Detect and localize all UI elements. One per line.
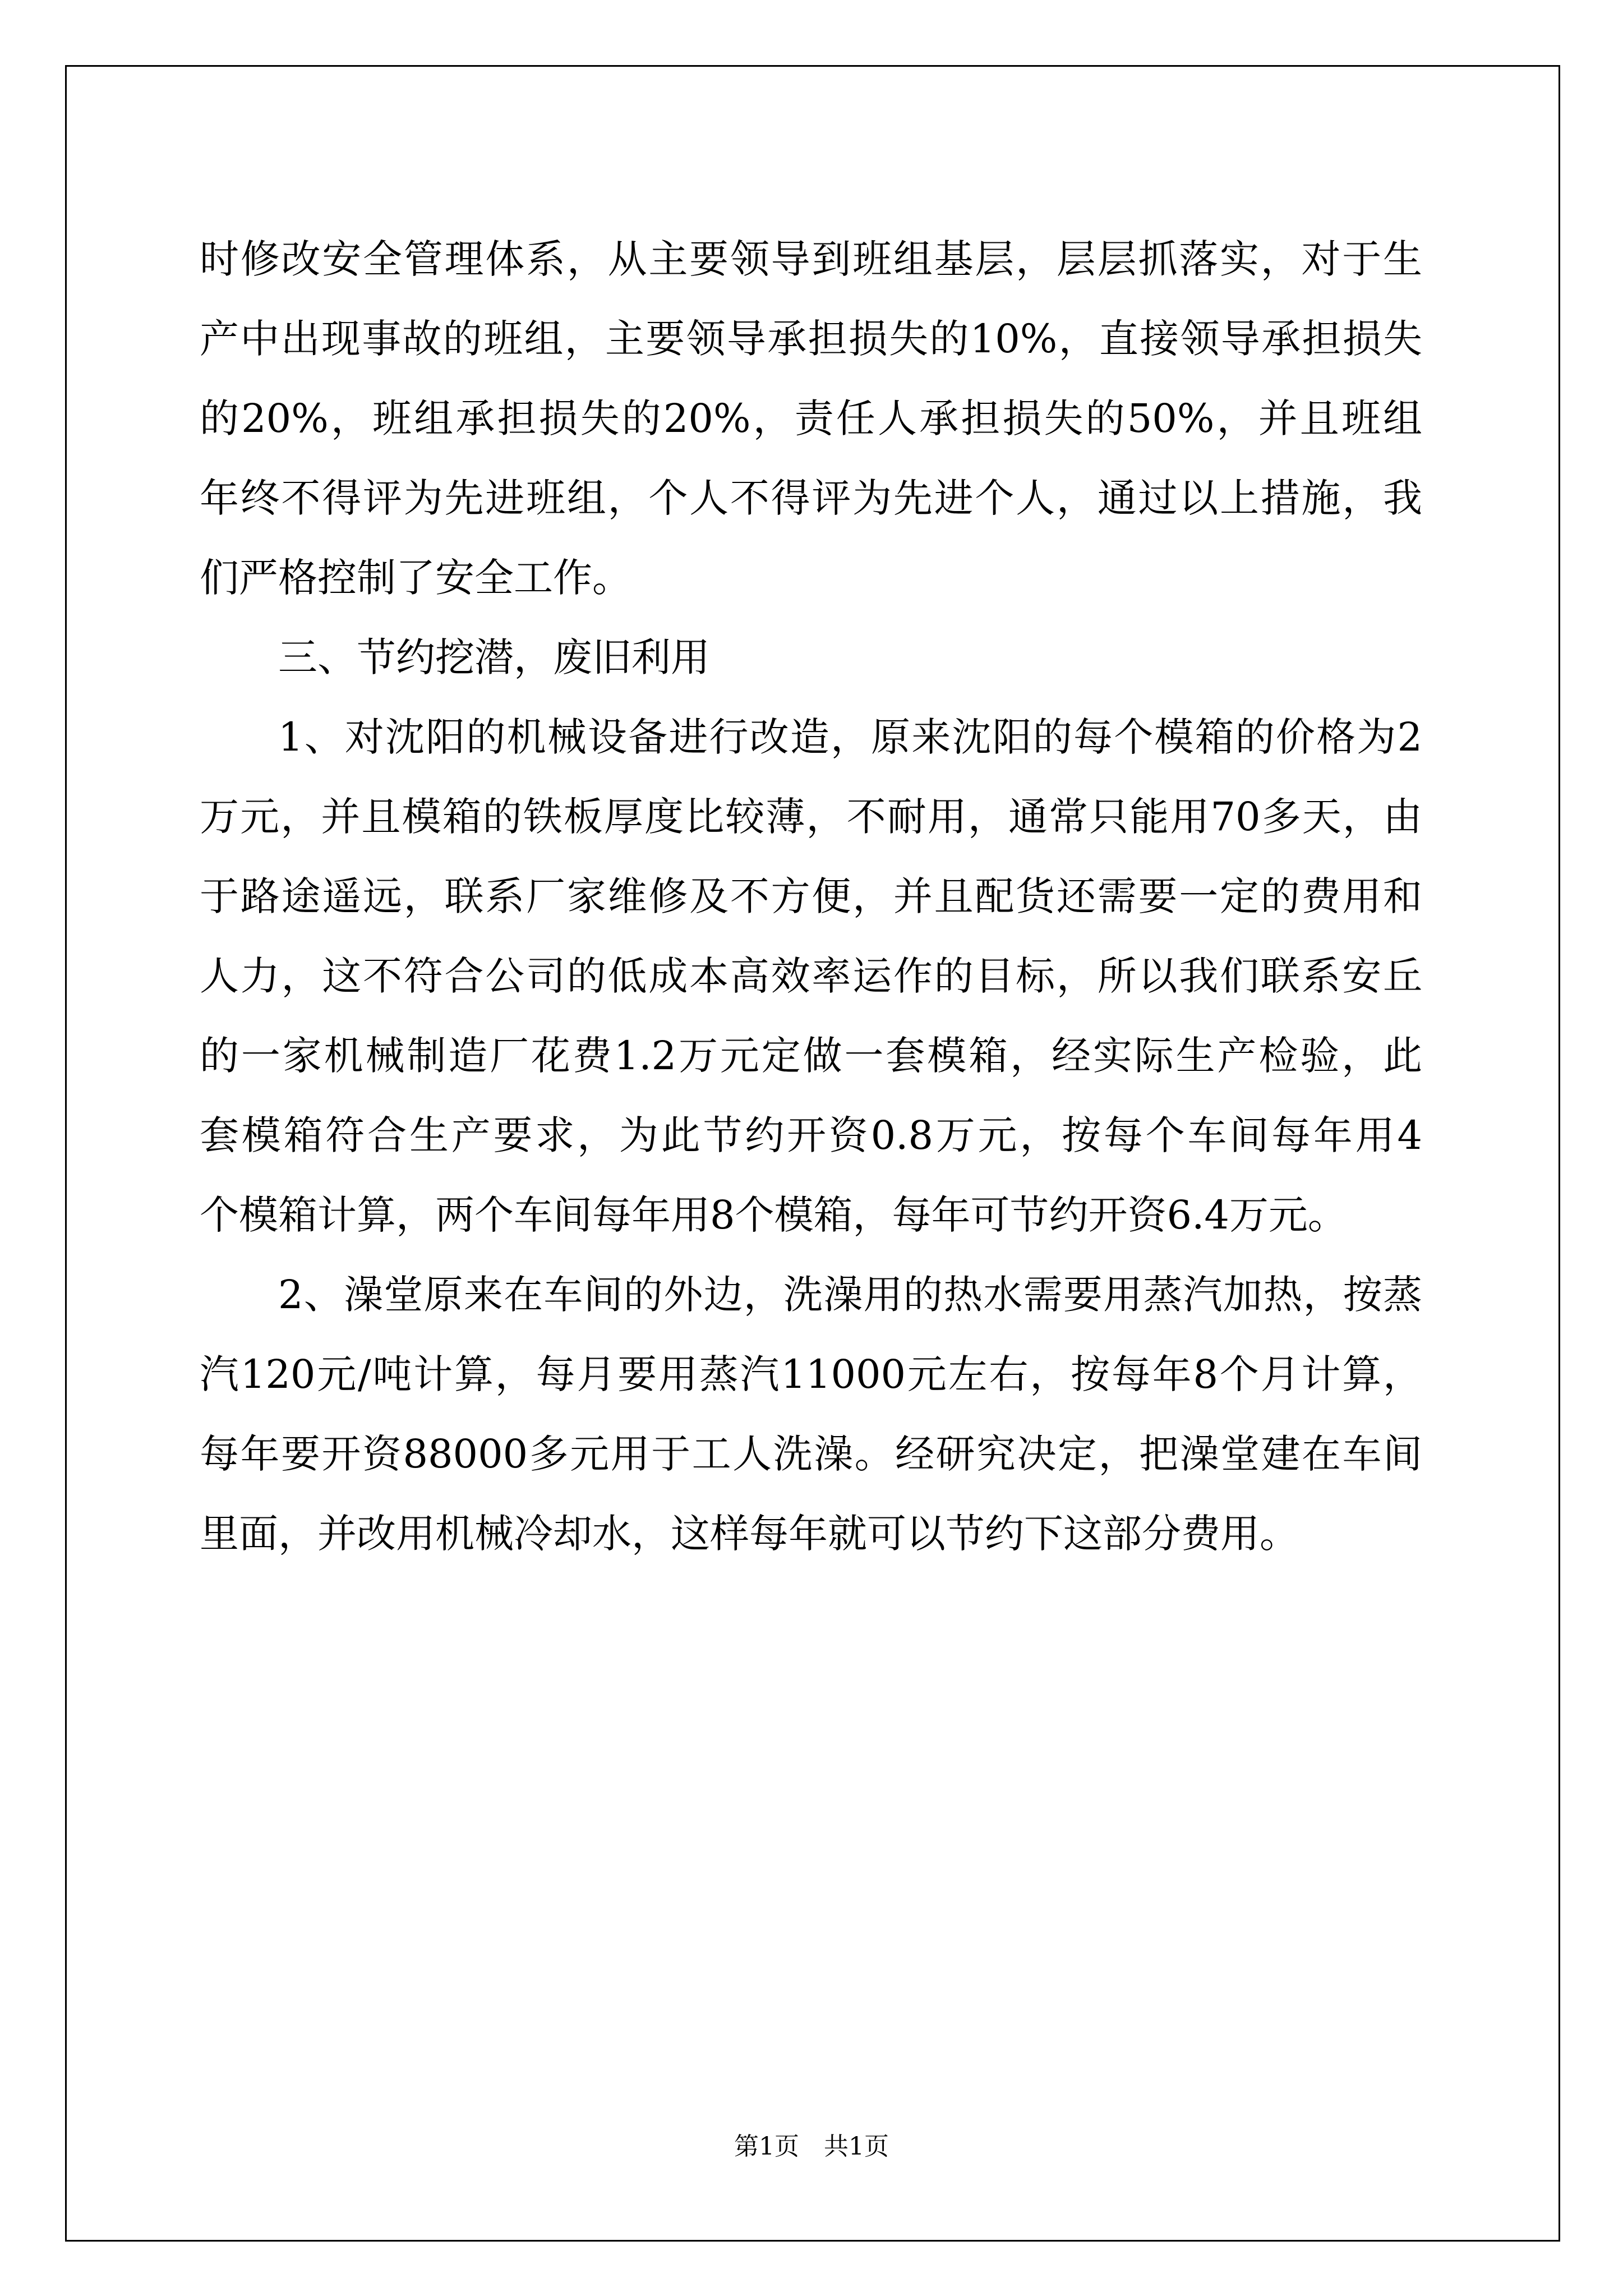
text-line: 的20%，班组承担损失的20%，责任人承担损失的50%，并且班组 xyxy=(200,395,1422,441)
text-line: 2、澡堂原来在车间的外边，洗澡用的热水需要用蒸汽加热，按蒸 xyxy=(278,1272,1422,1318)
text-line: 每年要开资88000多元用于工人洗澡。经研究决定，把澡堂建在车间 xyxy=(200,1431,1422,1477)
text-line: 汽120元/吨计算，每月要用蒸汽11000元左右，按每年8个月计算， xyxy=(200,1351,1422,1397)
page-number-footer: 第1页 共1页 xyxy=(734,2132,889,2161)
text-line: 人力，这不符合公司的低成本高效率运作的目标，所以我们联系安丘 xyxy=(200,953,1422,999)
text-line: 1、对沈阳的机械设备进行改造，原来沈阳的每个模箱的价格为2 xyxy=(278,714,1422,760)
section-heading: 三、节约挖潜，废旧利用 xyxy=(278,634,710,680)
text-line: 的一家机械制造厂花费1.2万元定做一套模箱，经实际生产检验，此 xyxy=(200,1033,1422,1079)
text-line: 于路途遥远，联系厂家维修及不方便，并且配货还需要一定的费用和 xyxy=(200,873,1422,919)
text-line: 年终不得评为先进班组，个人不得评为先进个人，通过以上措施，我 xyxy=(200,475,1422,521)
text-line: 们严格控制了安全工作。 xyxy=(200,555,631,601)
text-line: 时修改安全管理体系，从主要领导到班组基层，层层抓落实，对于生 xyxy=(200,236,1422,282)
text-line: 产中出现事故的班组，主要领导承担损失的10%，直接领导承担损失 xyxy=(200,316,1422,362)
text-line: 套模箱符合生产要求，为此节约开资0.8万元，按每个车间每年用4 xyxy=(200,1112,1422,1158)
text-line: 里面，并改用机械冷却水，这样每年就可以节约下这部分费用。 xyxy=(200,1511,1299,1557)
text-line: 个模箱计算，两个车间每年用8个模箱，每年可节约开资6.4万元。 xyxy=(200,1192,1347,1238)
text-line: 万元，并且模箱的铁板厚度比较薄，不耐用，通常只能用70多天，由 xyxy=(200,794,1422,840)
